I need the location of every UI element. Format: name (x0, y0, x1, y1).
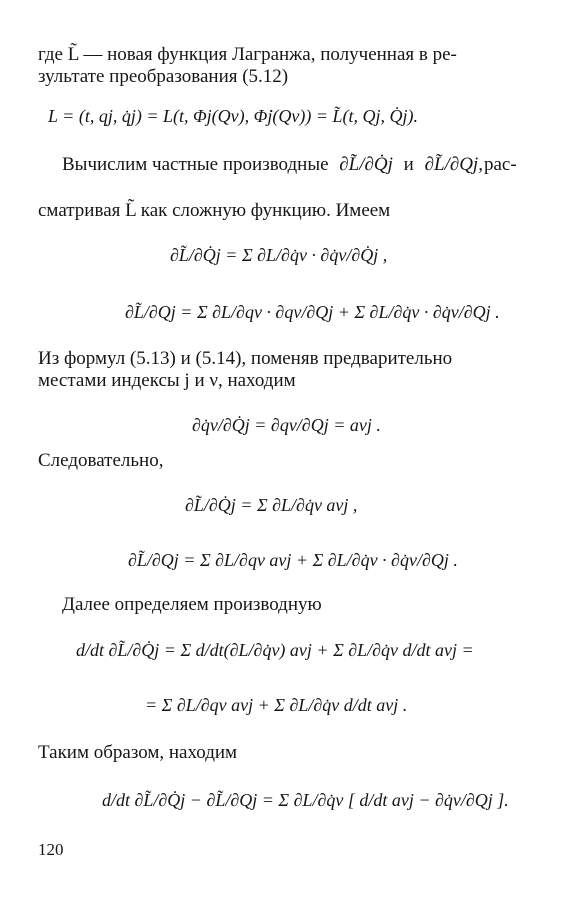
paragraph-line: зультате преобразования (5.12) (38, 66, 289, 87)
paragraph-line: Таким образом, находим (38, 742, 238, 763)
paragraph-line: где L̃ — новая функция Лагранжа, полученная в ре- (38, 44, 457, 65)
formula-partial-qdot-a: ∂L̃/∂Q̇j = Σ ∂L/∂q̇ν aνj , (185, 495, 358, 515)
paragraph-text: и (403, 154, 414, 175)
paragraph-line: Следовательно, (38, 450, 164, 471)
paragraph-line: рас- (484, 154, 517, 175)
page-number: 120 (38, 840, 64, 859)
paragraph-line (62, 154, 489, 176)
formula-result: d/dt ∂L̃/∂Q̇j − ∂L̃/∂Qj = Σ ∂L/∂q̇ν [ d/dt aνj − ∂q̇ν/∂Qj ]. (102, 790, 509, 810)
formula-partial-q: ∂L̃/∂Qj = Σ ∂L/∂qν · ∂qν/∂Qj + Σ ∂L/∂q̇ν · ∂q̇ν/∂Qj . (125, 302, 500, 322)
formula-lagrangian-transform: L = (t, qj, q̇j) = L(t, Φj(Qν), Φ̇j(Qν)) = L̃(t, Qj, Q̇j). (48, 106, 418, 126)
formula-coefficients: ∂q̇ν/∂Q̇j = ∂qν/∂Qj = aνj . (192, 415, 381, 435)
paragraph-text: Вычислим частные производные (62, 154, 329, 175)
inline-formula: ∂L̃/∂Qj, (424, 154, 483, 175)
paragraph-line: местами индексы j и ν, находим (38, 370, 296, 391)
formula-time-derivative: d/dt ∂L̃/∂Q̇j = Σ d/dt(∂L/∂q̇ν) aνj + Σ ∂L/∂q̇ν d/dt aνj = (76, 640, 474, 660)
paragraph-line: сматривая L̃ как сложную функцию. Имеем (38, 200, 391, 221)
formula-time-derivative-cont: = Σ ∂L/∂qν aνj + Σ ∂L/∂q̇ν d/dt aνj . (145, 695, 408, 715)
paragraph-line: Из формул (5.13) и (5.14), поменяв предварительно (38, 348, 453, 369)
inline-formula: ∂L̃/∂Q̇j (339, 154, 393, 175)
formula-partial-qdot: ∂L̃/∂Q̇j = Σ ∂L/∂q̇ν · ∂q̇ν/∂Q̇j , (170, 245, 388, 265)
formula-partial-q-a: ∂L̃/∂Qj = Σ ∂L/∂qν aνj + Σ ∂L/∂q̇ν · ∂q̇ν/∂Qj . (128, 550, 458, 570)
paragraph-line: Далее определяем производную (62, 594, 322, 615)
